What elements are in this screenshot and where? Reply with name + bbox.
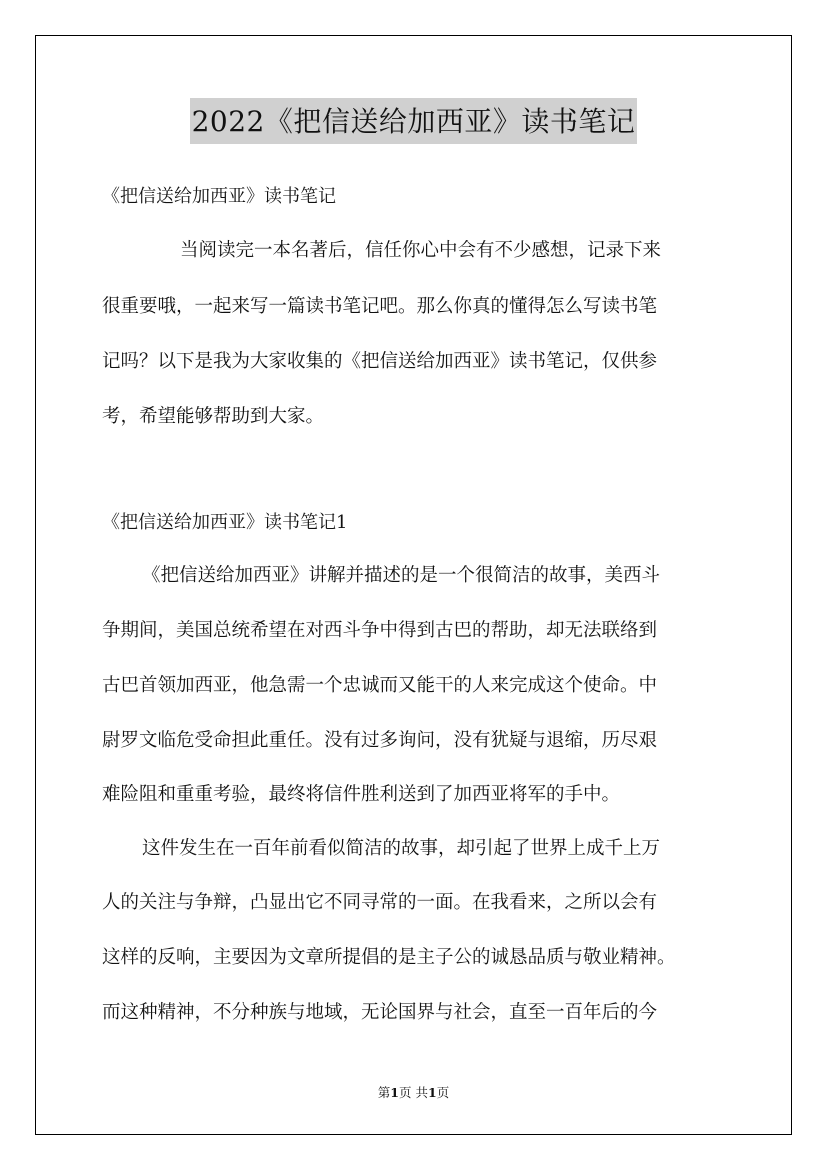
paragraph-line: 尉罗文临危受命担此重任。没有过多询问，没有犹疑与退缩，历尽艰 [102, 730, 658, 751]
intro-line: 很重要哦，一起来写一篇读书笔记吧。那么你真的懂得怎么写读书笔 [102, 296, 658, 317]
intro-line: 当阅读完一本名著后，信任你心中会有不少感想，记录下来 [180, 240, 662, 261]
page-suffix: 页 [436, 1085, 450, 1100]
paragraph-line: 争期间，美国总统希望在对西斗争中得到古巴的帮助，却无法联络到 [102, 620, 658, 641]
title-container [0, 98, 827, 144]
paragraph-line: 难险阻和重重考验，最终将信件胜利送到了加西亚将军的手中。 [102, 784, 621, 805]
page-prefix: 第 [377, 1085, 391, 1100]
paragraph-line: 这件发生在一百年前看似简洁的故事，却引起了世界上成千上万 [142, 838, 661, 859]
paragraph-line: 这样的反响，主要因为文章所提倡的是主子公的诚恳品质与敬业精神。 [102, 947, 676, 968]
paragraph-line: 古巴首领加西亚，他急需一个忠诚而又能干的人来完成这个使命。中 [102, 675, 658, 696]
paragraph-line: 《把信送给加西亚》讲解并描述的是一个很简洁的故事，美西斗 [142, 565, 661, 586]
paragraph-line: 而这种精神，不分种族与地域，无论国界与社会，直至一百年后的今 [102, 1002, 658, 1023]
intro-line: 考，希望能够帮助到大家。 [102, 406, 325, 427]
section-heading-1: 《把信送给加西亚》读书笔记1 [102, 512, 348, 533]
page-mid: 页 共 [399, 1085, 428, 1100]
page-footer [0, 1083, 827, 1101]
page-total: 1 [427, 1085, 437, 1100]
page-current: 1 [390, 1085, 399, 1100]
paragraph-line: 人的关注与争辩，凸显出它不同寻常的一面。在我看来，之所以会有 [102, 892, 658, 913]
intro-heading: 《把信送给加西亚》读书笔记 [102, 186, 336, 207]
intro-line: 记吗？以下是我为大家收集的《把信送给加西亚》读书笔记，仅供参 [102, 351, 658, 372]
document-title: 2022《把信送给加西亚》读书笔记 [190, 98, 638, 144]
